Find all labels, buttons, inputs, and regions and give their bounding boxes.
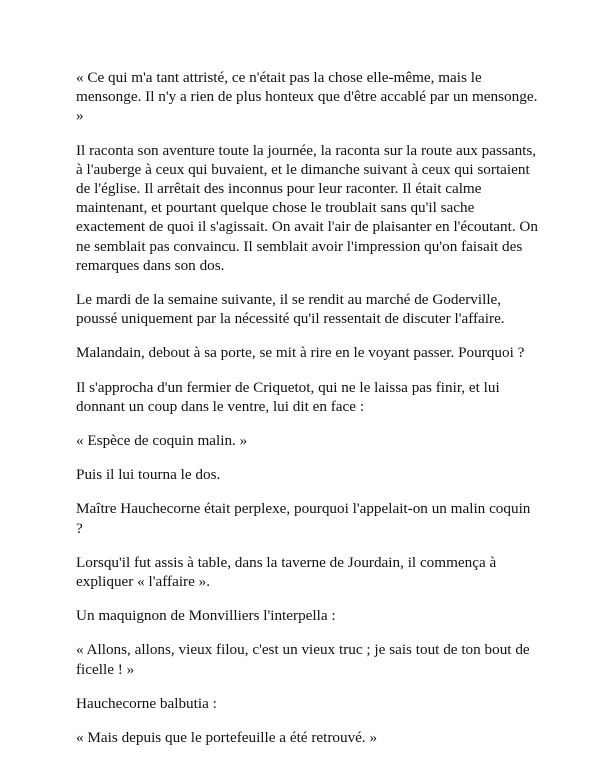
paragraph: Lorsqu'il fut assis à table, dans la taverne de Jourdain, il commença à expliquer « l'affaire ». [76, 553, 497, 591]
paragraph: Un maquignon de Monvilliers l'interpella : [76, 607, 336, 625]
paragraph: Malandain, debout à sa porte, se mit à rire en le voyant passer. Pourquoi ? [76, 344, 525, 362]
paragraph: « Espèce de coquin malin. » [76, 432, 248, 450]
paragraph: Maître Hauchecorne était perplexe, pourquoi l'appelait-on un malin coquin ? [76, 500, 531, 537]
paragraph: Puis il lui tourna le dos. [76, 466, 221, 484]
paragraph: Il s'approcha d'un fermier de Criquetot, qui ne le laissa pas finir, et lui donnant un coup dans le ventre, lui dit en face : [76, 378, 500, 415]
paragraph: Le mardi de la semaine suivante, il se rendit au marché de Goderville, poussé uniquement par la nécessité qu'il ressentait de discuter l'affaire. [76, 291, 505, 328]
document-page [76, 68, 538, 762]
paragraph: « Mais depuis que le portefeuille a été retrouvé. » [76, 729, 378, 747]
paragraph: Il raconta son aventure toute la journée, la raconta sur la route aux passants, à l'auberge à ceux qui buvaient, et le dimanche suivant à ceux qui sortaient de l'église. Il arrêtait des inconnus pour leur raconter. Il était calme maintenant, et pourtant quelque chose le troublait sans qu'il sache exactement de quoi il s'agissait. On avait l'air de plaisanter en l'écoutant. On ne semblait pas convaincu. Il semblait avoir l'impression qu'on faisait des remarques dans son dos. [76, 141, 538, 274]
paragraph: Hauchecorne balbutia : [76, 694, 217, 712]
paragraph: « Ce qui m'a tant attristé, ce n'était pas la chose elle-même, mais le mensonge. Il n'y a rien de plus honteux que d'être accablé par un mensonge. » [76, 69, 538, 125]
paragraph: « Allons, allons, vieux filou, c'est un vieux truc ; je sais tout de ton bout de ficelle ! » [76, 641, 530, 678]
